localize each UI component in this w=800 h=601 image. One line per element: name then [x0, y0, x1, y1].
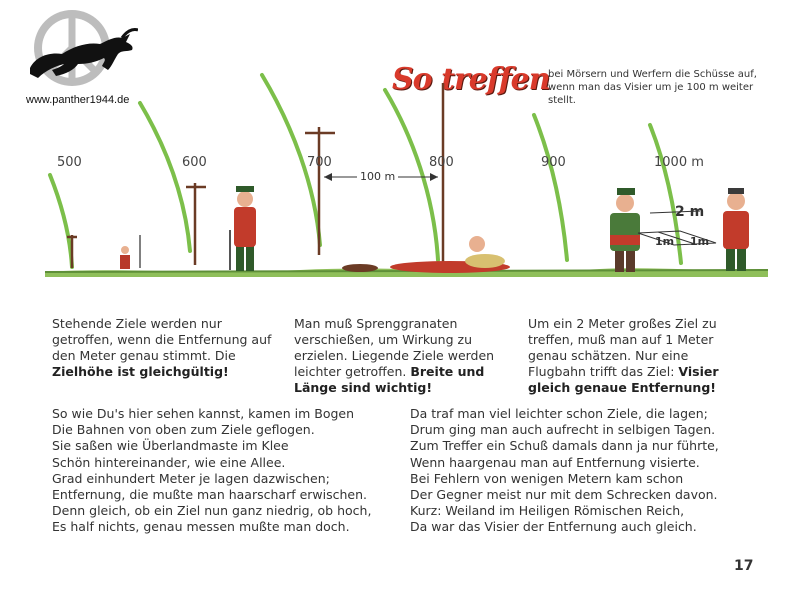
distance-label-700: 700	[307, 155, 332, 170]
trajectory-500	[50, 175, 72, 267]
verse-line: Es half nichts, genau messen mußte man doch.	[52, 519, 350, 535]
headline-caption: bei Mörsern und Werfern die Schüsse auf, wenn man das Visier um je 100 m weiter stellt.	[548, 69, 757, 106]
verse-line: Die Bahnen von oben zum Ziele geflogen.	[52, 422, 315, 438]
distance-label-900: 900	[541, 155, 566, 170]
verse-line: Grad einhundert Meter je lagen dazwischen;	[52, 470, 330, 486]
page-number: 17	[734, 558, 754, 574]
distance-label-600: 600	[182, 155, 207, 170]
soldier-small	[120, 235, 140, 269]
trajectory-600	[140, 103, 190, 251]
verse-line: Kurz: Weiland im Heiligen Römischen Reich,	[410, 503, 685, 519]
verse-line: Zum Treffer ein Schuß damals dann ja nur führte,	[410, 438, 719, 454]
verse-line: Der Gegner meist nur mit dem Schrecken davon.	[410, 487, 718, 503]
soldier-lying	[342, 236, 510, 273]
column-emphasis: Visier gleich genaue Entfernung!	[528, 364, 719, 395]
column-sight-distance	[528, 316, 748, 396]
distance-label-500: 500	[57, 155, 82, 170]
column-text: Man muß Sprenggranaten verschießen, um Wirkung zu erzielen. Liegende Ziele werden leichter getroffen.	[294, 316, 495, 379]
verse-line: So wie Du's hier sehen kannst, kamen im Bogen	[52, 406, 355, 421]
verse-line: Da traf man viel leichter schon Ziele, die lagen;	[410, 406, 708, 421]
verse-line: Wenn haargenau man auf Entfernung visierte.	[410, 454, 700, 470]
verse-line: Schön hintereinander, wie eine Allee.	[52, 454, 286, 470]
verse-line: Denn gleich, ob ein Ziel nun ganz niedrig, ob hoch,	[52, 503, 372, 519]
span-label: 100 m	[357, 170, 398, 183]
distance-label-800: 800	[429, 155, 454, 170]
verse-line: Drum ging man auch aufrecht in selbigen Tagen.	[410, 422, 716, 438]
trajectory-illustration	[40, 55, 770, 290]
column-text: Um ein 2 Meter großes Ziel zu treffen, muß man auf 1 Meter genau schätzen. Nur eine Flugbahn trifft das Ziel:	[528, 316, 717, 379]
verse-left	[52, 406, 371, 536]
logo-url: www.panther1944.de	[26, 94, 130, 106]
column-lying-targets	[294, 316, 514, 396]
verse-line: Da war das Visier der Entfernung auch gleich.	[410, 519, 697, 535]
verse-right	[410, 406, 719, 536]
column-emphasis: Zielhöhe ist gleichgültig!	[52, 364, 229, 379]
verse-line: Sie saßen wie Überlandmaste im Klee	[52, 438, 289, 454]
soldier-standing	[230, 186, 256, 271]
distance-label-1000: 1000 m	[654, 155, 704, 170]
target-depth-label-2: 1m	[690, 235, 710, 248]
column-text: Stehende Ziele werden nur getroffen, wenn die Entfernung auf den Meter genau stimmt. Die	[52, 316, 272, 363]
target-width-label: 2 m	[675, 204, 705, 220]
target-depth-label-1: 1m	[655, 235, 675, 248]
verse-line: Bei Fehlern von wenigen Metern kam schon	[410, 470, 684, 486]
column-emphasis: Breite und Länge sind wichtig!	[294, 364, 485, 395]
verse-line: Entfernung, die mußte man haarscharf erwischen.	[52, 487, 368, 503]
trajectory-900	[534, 115, 567, 260]
headline-title: So treffen	[392, 62, 550, 97]
column-standing-targets	[52, 316, 272, 380]
